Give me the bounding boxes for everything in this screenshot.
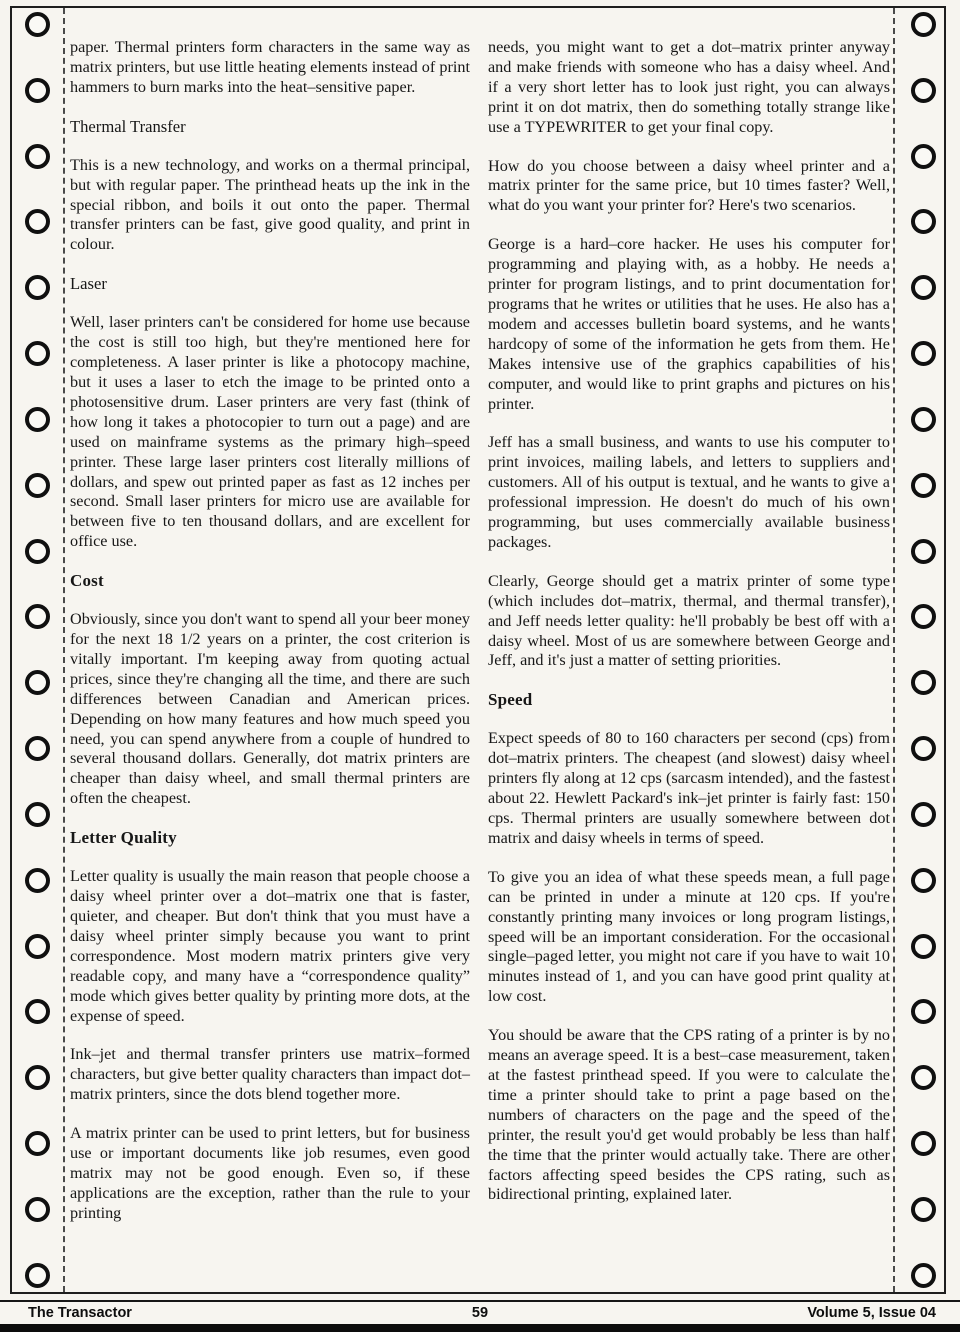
section-heading-thermal-transfer: Thermal Transfer (70, 116, 186, 136)
punch-hole (25, 670, 50, 695)
punch-hole (911, 868, 936, 893)
punch-hole (25, 604, 50, 629)
perforation-line-left (63, 8, 65, 1292)
punch-hole (911, 473, 936, 498)
punch-hole (911, 1131, 936, 1156)
punch-hole (911, 670, 936, 695)
punch-holes-right (910, 12, 936, 1288)
punch-hole (911, 341, 936, 366)
body-paragraph: This is a new technology, and works on a thermal principal, but with regular paper. The printhead heats up the ink in the special ribbon, and boils it out onto the paper. Thermal transfer printers can be fast, give good quality, and print in colour. (70, 155, 470, 254)
body-paragraph: Letter quality is usually the main reason that people choose a daisy wheel printer over a dot–matrix one that is faster, quieter, and cheaper. But don't think that you must have a daisy wheel printer simply because you want to print correspondence. Most modern matrix printers give very readable copy, and many have a “correspondence quality” mode which gives better quality by printing more dots, at the expense of speed. (70, 867, 470, 1025)
footer-page-number: 59 (471, 1305, 489, 1321)
punch-hole (25, 868, 50, 893)
punch-hole (25, 473, 50, 498)
punch-hole (25, 1131, 50, 1156)
punch-hole (911, 736, 936, 761)
punch-hole (911, 78, 936, 103)
body-paragraph: Obviously, since you don't want to spend all your beer money for the next 18 1/2 years on a printer, the cost criterion is vitally important. I'm keeping away from quoting actual prices, since they're changing all the time, and there are such differences between Canadian and American prices. Depending on how many features and how much speed you need, you can spend anywhere from a couple of hundred to several thousand dollars. Generally, dot matrix printers are cheaper than daisy wheel, and small thermal printers are often the cheapest. (70, 610, 470, 808)
punch-hole (911, 604, 936, 629)
punch-hole (911, 209, 936, 234)
punch-hole (25, 1197, 50, 1222)
body-paragraph: paper. Thermal printers form characters in the same way as matrix printers, but use little heating elements instead of print hammers to burn marks into the heat–sensitive paper. (70, 38, 470, 96)
footer-issue-label: Volume 5, Issue 04 (807, 1305, 936, 1321)
body-paragraph: You should be aware that the CPS rating of a printer is by no means an average speed. It is a best–case measurement, taken at the fastest printhead speed. If you were to calculate the time a printer should take to print a page based on the numbers of characters on the page and the speed of the printer, the result you'd get would probably be less than half the time that the printer would actually take. There are other factors affecting speed besides the CPS rating, such as bidirectional printing, explained later. (488, 1026, 890, 1204)
section-heading-cost: Cost (70, 571, 104, 591)
punch-hole (25, 78, 50, 103)
body-paragraph: Ink–jet and thermal transfer printers use matrix–formed characters, but give better quality characters than impact dot–matrix printers, since the dots blend together more. (70, 1045, 470, 1104)
punch-holes-left (24, 12, 50, 1288)
perforation-line-right (893, 8, 895, 1292)
punch-hole (911, 1065, 936, 1090)
punch-hole (25, 999, 50, 1024)
body-paragraph: To give you an idea of what these speeds mean, a full page can be printed in under a minute at 120 cps. If you're constantly printing many invoices or long program listings, speed will be an important consideration. For the occasional single–paged letter, you might not care if you have to wait 10 minutes instead of 1, and you can have good print quality at low cost. (488, 867, 890, 1006)
left-column (70, 38, 470, 1243)
body-paragraph: A matrix printer can be used to print letters, but for business use or important documents like job resumes, even good matrix may not be good enough. Even so, if these applications are the exception, rather than the rule to your printing (70, 1124, 470, 1222)
punch-hole (25, 209, 50, 234)
punch-hole (25, 341, 50, 366)
punch-hole (25, 1263, 50, 1288)
body-paragraph: Well, laser printers can't be considered for home use because the cost is still too high, but they're mentioned here for completeness. A laser printer is like a photocopy machine, but it uses a laser to etch the image to be printed onto a photosensitive drum. Laser printers are very fast (think of how long it takes a photocopier to turn out a page) and are used on mainframe systems as the primary high–speed printer. These large laser printers cost literally millions of dollars, and spew out printed paper as fast as 12 inches per second. Small laser printers for micro use are available for between five to ten thousand dollars, and are excellent for office use. (70, 313, 470, 551)
body-paragraph: needs, you might want to get a dot–matrix printer anyway and make friends with someone who has a daisy wheel. And if a very short letter has to look just right, you can always print it on dot matrix, then do something totally strange like use a TYPEWRITER to get your final copy. (488, 38, 890, 136)
punch-hole (911, 934, 936, 959)
punch-hole (25, 1065, 50, 1090)
punch-hole (25, 802, 50, 827)
body-paragraph: George is a hard–core hacker. He uses his computer for programming and playing with, as a hobby. He needs a printer for program listings, and to print documentation for programs that he writes or utilities that he uses. He also has a modem and accesses bulletin board systems, and he wants hardcopy of some of the information he gets from them. He Makes intensive use of the graphics capabilities of his computer, and would like to print graphs and pictures on his printer. (488, 235, 890, 413)
body-paragraph: Expect speeds of 80 to 160 characters per second (cps) from dot–matrix printers. The cheapest (and slowest) daisy wheel printers fly along at 12 cps (sarcasm intended), and the fastest about 22. Hewlett Packard's ink–jet printer is fairly fast: 150 cps. Thermal printers are usually somewhere between dot matrix and daisy wheels in terms of speed. (488, 729, 890, 847)
punch-hole (25, 934, 50, 959)
section-heading-letter-quality: Letter Quality (70, 828, 177, 848)
footer-magazine-name: The Transactor (28, 1305, 132, 1321)
body-paragraph: How do you choose between a daisy wheel printer and a matrix printer for the same price, but 10 times faster? Well, what do you want your printer for? Here's two scenarios. (488, 156, 890, 215)
punch-hole (911, 1197, 936, 1222)
punch-hole (25, 275, 50, 300)
body-paragraph: Jeff has a small business, and wants to use his computer to print invoices, mailing labels, and letters to suppliers and customers. All of his output is textual, and he wants to give a professional impression. He doesn't do much of his own programming, but uses commercially available business packages. (488, 433, 890, 551)
punch-hole (911, 407, 936, 432)
punch-hole (25, 12, 50, 37)
punch-hole (911, 275, 936, 300)
punch-hole (25, 736, 50, 761)
punch-hole (911, 539, 936, 564)
punch-hole (25, 539, 50, 564)
punch-hole (911, 802, 936, 827)
section-heading-speed: Speed (488, 690, 533, 710)
punch-hole (911, 144, 936, 169)
page-footer (0, 1300, 960, 1332)
punch-hole (911, 1263, 936, 1288)
body-paragraph: Clearly, George should get a matrix printer of some type (which includes dot–matrix, thermal, and thermal transfer), and Jeff needs letter quality: he'll probably be best off with a daisy wheel. Most of us are somewhere between George and Jeff, and it's just a matter of setting priorities. (488, 571, 890, 670)
punch-hole (911, 12, 936, 37)
punch-hole (25, 407, 50, 432)
right-column (488, 38, 890, 1224)
section-heading-laser: Laser (70, 274, 107, 294)
punch-hole (25, 144, 50, 169)
punch-hole (911, 999, 936, 1024)
